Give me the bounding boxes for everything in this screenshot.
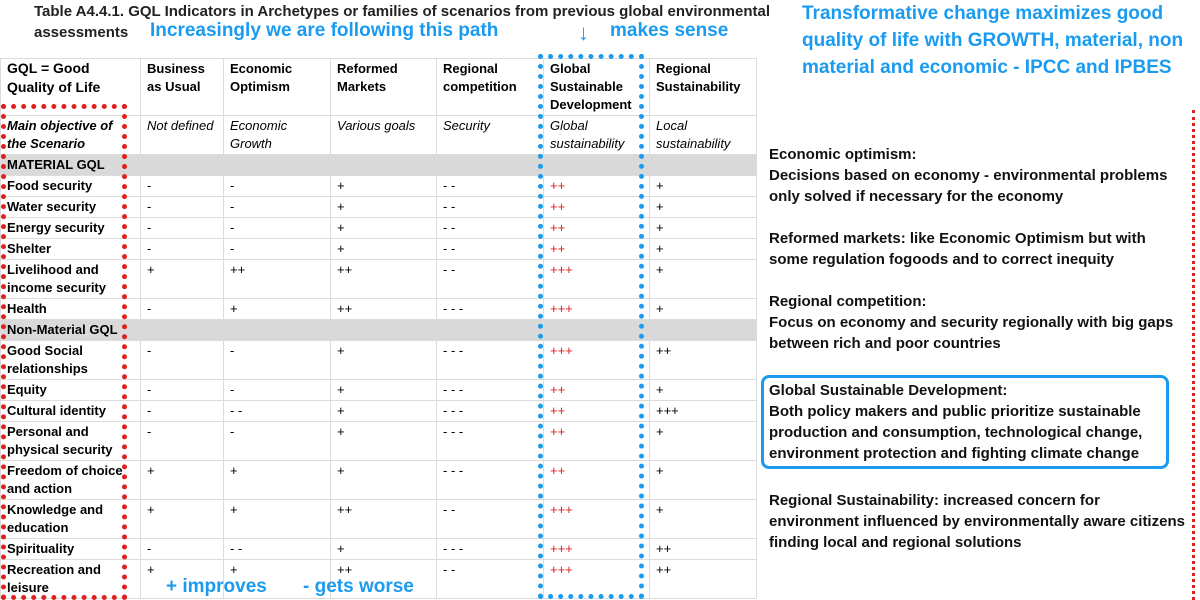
table-cell: ++ xyxy=(544,401,650,422)
table-cell: ++ xyxy=(650,341,757,380)
table-cell: ++ xyxy=(650,539,757,560)
table-row xyxy=(1,299,757,320)
row-label: Water security xyxy=(1,197,141,218)
table-cell: + xyxy=(650,197,757,218)
table-cell: - - - xyxy=(437,401,544,422)
header-row xyxy=(1,59,757,116)
table-cell: - xyxy=(141,218,224,239)
table-cell: +++ xyxy=(650,401,757,422)
row-label: Freedom of choice and action xyxy=(1,461,141,500)
table-cell: - xyxy=(141,176,224,197)
table-row xyxy=(1,500,757,539)
table-cell: ++ xyxy=(331,299,437,320)
table-cell: - xyxy=(141,380,224,401)
table-cell: Global sustainability xyxy=(544,116,650,155)
table-row xyxy=(1,461,757,500)
section-row-material xyxy=(1,155,757,176)
table-cell: ++ xyxy=(544,218,650,239)
table-cell: + xyxy=(331,197,437,218)
table-cell: ++ xyxy=(544,239,650,260)
table-cell: + xyxy=(331,422,437,461)
table-row xyxy=(1,422,757,461)
red-dotted-edge xyxy=(1192,110,1196,600)
table-cell: + xyxy=(650,239,757,260)
table-cell: ++ xyxy=(544,176,650,197)
table-cell: + xyxy=(224,299,331,320)
table-cell: - xyxy=(141,197,224,218)
row-label: Main objective of the Scenario xyxy=(1,116,141,155)
table-cell: - xyxy=(224,239,331,260)
table-cell: +++ xyxy=(544,341,650,380)
table-cell: - xyxy=(141,422,224,461)
table-row xyxy=(1,218,757,239)
table-cell: - xyxy=(141,401,224,422)
table-cell: - - xyxy=(437,500,544,539)
table-cell: - - - xyxy=(437,341,544,380)
row-label: Food security xyxy=(1,176,141,197)
table-row xyxy=(1,260,757,299)
table-cell: + xyxy=(224,500,331,539)
table-row xyxy=(1,341,757,380)
table-cell: +++ xyxy=(544,299,650,320)
note-economic-optimism: Economic optimism: Decisions based on economy - environmental problems only solved if necessary for the economy xyxy=(769,146,1168,205)
table-cell: Security xyxy=(437,116,544,155)
table-cell: + xyxy=(141,560,224,599)
column-header: Regional competition xyxy=(437,59,544,116)
table-cell: - xyxy=(224,380,331,401)
row-label: Energy security xyxy=(1,218,141,239)
table-cell: + xyxy=(650,500,757,539)
table-cell: + xyxy=(650,260,757,299)
table-cell: + xyxy=(224,461,331,500)
table-cell: ++ xyxy=(331,560,437,599)
note-regional-competition: Regional competition: Focus on economy and security regionally with big gaps between rich and poor countries xyxy=(769,293,1174,352)
table-cell: ++ xyxy=(650,560,757,599)
table-cell: + xyxy=(331,461,437,500)
table-cell: - - xyxy=(437,176,544,197)
table-cell: Local sustainability xyxy=(650,116,757,155)
table-row xyxy=(1,539,757,560)
table-cell: - xyxy=(141,299,224,320)
note-regional-sustainability: Regional Sustainability: increased concern for environment influenced by environmentally aware citizens finding local and regional solutions xyxy=(769,492,1185,551)
row-label: Livelihood and income security xyxy=(1,260,141,299)
table-cell: ++ xyxy=(544,461,650,500)
table-cell: - - xyxy=(437,239,544,260)
table-cell: - - - xyxy=(437,380,544,401)
makes-sense-note: makes sense xyxy=(610,20,729,41)
legend-improves: + improves xyxy=(166,576,267,597)
table-cell: - - xyxy=(437,218,544,239)
table-cell: + xyxy=(650,299,757,320)
row-label: Shelter xyxy=(1,239,141,260)
row-label: Equity xyxy=(1,380,141,401)
table-cell: Not defined xyxy=(141,116,224,155)
row-label: Recreation and leisure xyxy=(1,560,141,599)
arrow-down-icon: ↓ xyxy=(578,20,589,45)
table-cell: + xyxy=(331,380,437,401)
table-cell: - - - xyxy=(437,299,544,320)
section-label: Non-Material GQL xyxy=(1,320,141,341)
row-label: Good Social relationships xyxy=(1,341,141,380)
table-caption: Table A4.4.1. GQL Indicators in Archetypes or families of scenarios from previous global environmental assessments xyxy=(34,3,771,41)
column-header: Global Sustainable Development xyxy=(544,59,650,116)
table-cell: - - xyxy=(224,539,331,560)
table-cell: +++ xyxy=(544,539,650,560)
table-cell: - xyxy=(224,176,331,197)
follow-path-note: Increasingly we are following this path xyxy=(150,20,499,41)
table-cell: - - xyxy=(437,560,544,599)
table-cell: + xyxy=(331,176,437,197)
table-cell: - - xyxy=(437,260,544,299)
table-cell: + xyxy=(650,461,757,500)
note-global-sustainable-development: Global Sustainable Development: Both policy makers and public prioritize sustainable production and consumption, technological change, environment protection and fighting climate change xyxy=(761,375,1169,469)
table-cell: +++ xyxy=(544,260,650,299)
table-cell: - xyxy=(141,341,224,380)
table-cell: + xyxy=(650,422,757,461)
table-row xyxy=(1,380,757,401)
table-cell: + xyxy=(141,260,224,299)
table-cell: - xyxy=(224,197,331,218)
column-header: Reformed Markets xyxy=(331,59,437,116)
table-cell: - xyxy=(224,422,331,461)
table-cell: ++ xyxy=(331,260,437,299)
headline: Transformative change maximizes good quality of life with GROWTH, material, non material and economic - IPCC and IPBES xyxy=(802,3,1184,78)
table-cell: Economic Growth xyxy=(224,116,331,155)
table-cell: ++ xyxy=(544,422,650,461)
row-label: Cultural identity xyxy=(1,401,141,422)
table-cell: ++ xyxy=(224,260,331,299)
table-cell: + xyxy=(650,380,757,401)
table-cell: + xyxy=(331,401,437,422)
table-cell: + xyxy=(331,239,437,260)
table-row xyxy=(1,176,757,197)
row-label: Knowledge and education xyxy=(1,500,141,539)
table-cell: - - xyxy=(437,197,544,218)
table-cell: +++ xyxy=(544,560,650,599)
table-cell: - xyxy=(224,341,331,380)
corner-header: GQL = Good Quality of Life xyxy=(1,59,141,116)
column-header: Economic Optimism xyxy=(224,59,331,116)
table-cell: ++ xyxy=(331,500,437,539)
table-cell: + xyxy=(141,500,224,539)
legend-gets-worse: - gets worse xyxy=(303,576,414,597)
column-header: Business as Usual xyxy=(141,59,224,116)
table-cell: - - xyxy=(224,401,331,422)
scenario-notes xyxy=(769,144,1189,574)
row-label: Health xyxy=(1,299,141,320)
table-cell: ++ xyxy=(544,197,650,218)
table-cell: Various goals xyxy=(331,116,437,155)
table-cell: + xyxy=(650,176,757,197)
table-cell: + xyxy=(650,218,757,239)
table-cell: - xyxy=(224,218,331,239)
gql-table xyxy=(0,58,757,599)
table-row xyxy=(1,239,757,260)
table-cell: + xyxy=(141,461,224,500)
table-cell: +++ xyxy=(544,500,650,539)
table-cell: + xyxy=(331,341,437,380)
table-cell: + xyxy=(331,218,437,239)
table-cell: + xyxy=(224,560,331,599)
table-row xyxy=(1,197,757,218)
section-row-nonmaterial xyxy=(1,320,757,341)
note-reformed-markets: Reformed markets: like Economic Optimism but with some regulation fogoods and to correct inequity xyxy=(769,230,1146,268)
table-cell: - - - xyxy=(437,422,544,461)
table-cell: - - - xyxy=(437,539,544,560)
table-cell: + xyxy=(331,539,437,560)
row-label: Personal and physical security xyxy=(1,422,141,461)
section-label: MATERIAL GQL xyxy=(1,155,141,176)
table-cell: ++ xyxy=(544,380,650,401)
column-header: Regional Sustainability xyxy=(650,59,757,116)
table-cell: - xyxy=(141,239,224,260)
objective-row xyxy=(1,116,757,155)
table-row xyxy=(1,401,757,422)
table-cell: - xyxy=(141,539,224,560)
row-label: Spirituality xyxy=(1,539,141,560)
table-cell: - - - xyxy=(437,461,544,500)
